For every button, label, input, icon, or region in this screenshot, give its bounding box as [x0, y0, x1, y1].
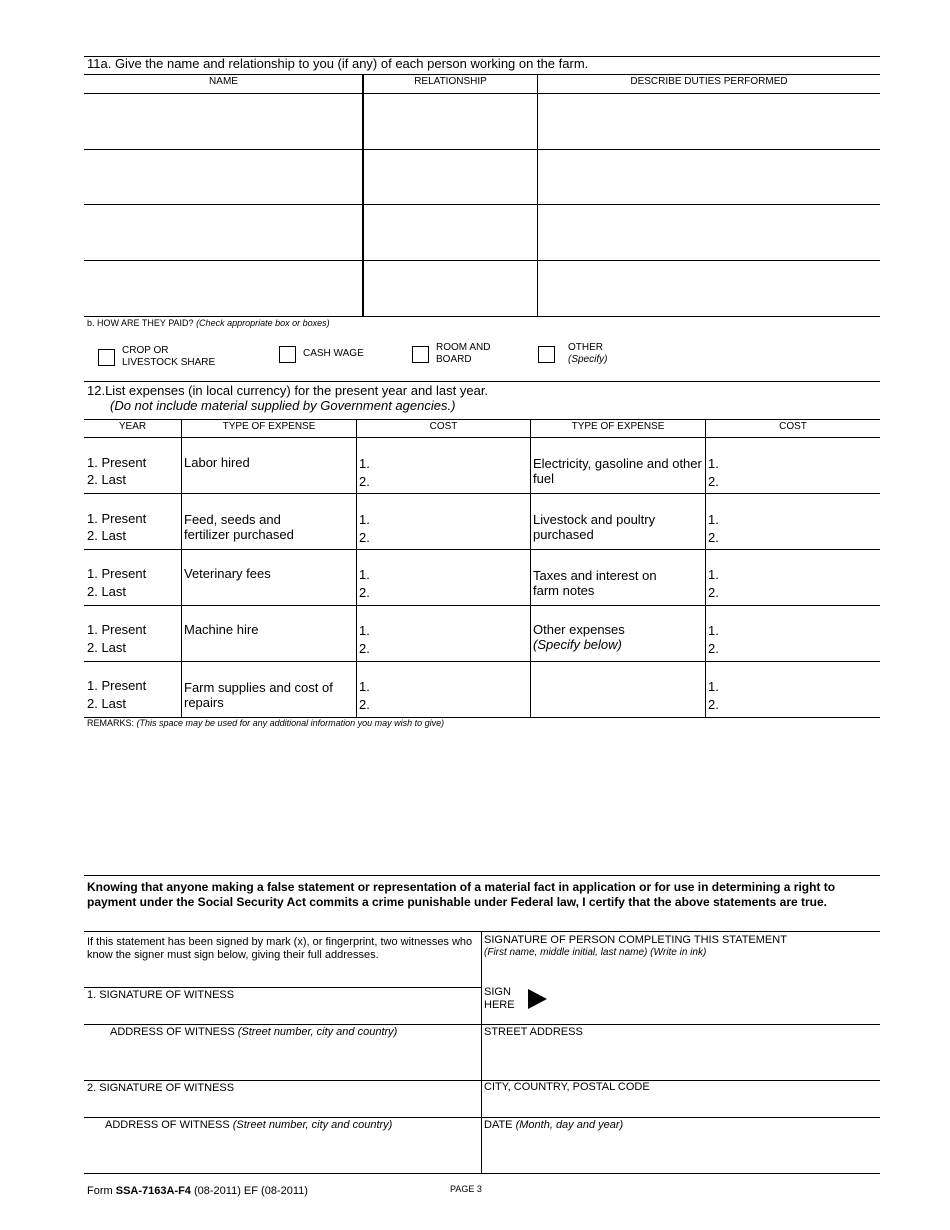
cost-last: 2.	[708, 474, 719, 489]
checkbox-crop-livestock-share[interactable]	[98, 349, 115, 366]
witness2-signature-label: 2. SIGNATURE OF WITNESS	[87, 1082, 235, 1094]
option-crop-label	[122, 345, 215, 369]
year-present: 1. Present	[87, 678, 147, 693]
option-cash-label: CASH WAGE	[303, 348, 364, 359]
q12-divider	[181, 419, 182, 717]
table-row-year	[87, 566, 179, 600]
remarks-title: REMARKS:	[87, 718, 135, 728]
remarks-field[interactable]	[84, 732, 880, 874]
year-last: 2. Last	[87, 528, 127, 543]
witness2-address-field[interactable]	[84, 1133, 481, 1173]
form-version: (08-2011) EF (08-2011)	[190, 1185, 308, 1197]
cost-last: 2.	[359, 474, 370, 489]
q11-row1-relationship-field[interactable]	[364, 94, 537, 149]
option-room-line1: ROOM AND	[436, 342, 491, 353]
cost-last: 2.	[359, 585, 370, 600]
form-id: SSA-7163A-F4	[115, 1185, 191, 1197]
witness2-address-title: ADDRESS OF WITNESS	[105, 1119, 230, 1131]
q12-col-cost1: COST	[429, 421, 458, 432]
q12-row-rule	[84, 493, 880, 494]
city-country-postal-label: CITY, COUNTRY, POSTAL CODE	[484, 1081, 650, 1093]
cost-present: 1.	[708, 567, 719, 582]
year-last: 2. Last	[87, 640, 127, 655]
sign-here-line2: HERE	[484, 999, 515, 1011]
q11-row3-duties-field[interactable]	[538, 205, 880, 260]
option-crop-line1: CROP OR	[122, 345, 169, 356]
cost-field-supplies[interactable]	[359, 679, 527, 713]
q12-divider	[705, 419, 706, 717]
q11-row3-relationship-field[interactable]	[364, 205, 537, 260]
table-row-year	[87, 455, 179, 488]
q11-row4-duties-field[interactable]	[538, 261, 880, 316]
expense-type-other-label: Other expenses	[533, 622, 625, 637]
cost-present: 1.	[708, 679, 719, 694]
form-bottom-rule	[84, 1173, 880, 1174]
certification-bottom-rule	[84, 931, 880, 932]
q12-header-bottom-rule	[84, 437, 880, 438]
street-address-field[interactable]	[482, 1040, 880, 1080]
cost-present: 1.	[708, 512, 719, 527]
expense-type-supplies: Farm supplies and cost of repairs	[184, 680, 333, 710]
sign-here-arrow-icon	[528, 989, 547, 1009]
cost-last: 2.	[708, 697, 719, 712]
q11-row1-name-field[interactable]	[84, 94, 362, 149]
form-number	[87, 1185, 308, 1198]
year-last: 2. Last	[87, 696, 127, 711]
witness-instructions: If this statement has been signed by mark (x), or fingerprint, two witnesses who know the signer must sign below, giving their full addresses.	[87, 936, 473, 961]
q11-row3-name-field[interactable]	[84, 205, 362, 260]
q11-row1-duties-field[interactable]	[538, 94, 880, 149]
year-present: 1. Present	[87, 622, 147, 637]
q11-col-name: NAME	[209, 76, 238, 87]
year-last: 2. Last	[87, 472, 127, 487]
q12-col-type1: TYPE OF EXPENSE	[222, 421, 316, 432]
cost-field-taxes[interactable]	[708, 567, 876, 601]
cost-present: 1.	[708, 623, 719, 638]
witness1-address-field[interactable]	[84, 1040, 481, 1080]
cost-field-livestock[interactable]	[708, 512, 876, 546]
q11b-question: b. HOW ARE THEY PAID?	[87, 318, 194, 328]
signature-field[interactable]	[555, 962, 880, 1024]
signature-title: SIGNATURE OF PERSON COMPLETING THIS STATEMENT	[484, 934, 787, 946]
witness2-signature-field[interactable]	[84, 1096, 481, 1117]
witness1-address-title: ADDRESS OF WITNESS	[110, 1026, 235, 1038]
cost-present: 1.	[359, 456, 370, 471]
witness-rule	[84, 1080, 481, 1081]
date-hint: (Month, day and year)	[515, 1119, 624, 1131]
certification-top-rule	[84, 875, 880, 876]
cost-field-veterinary[interactable]	[359, 567, 527, 601]
q12-row-rule	[84, 661, 880, 662]
cost-present: 1.	[359, 567, 370, 582]
option-crop-line2: LIVESTOCK SHARE	[122, 357, 216, 368]
cost-field-electricity[interactable]	[708, 456, 876, 490]
q11-row4-name-field[interactable]	[84, 261, 362, 316]
cost-field-machine[interactable]	[359, 623, 527, 657]
city-country-postal-field[interactable]	[482, 1095, 880, 1117]
street-address-label: STREET ADDRESS	[484, 1026, 583, 1038]
cost-present: 1.	[359, 679, 370, 694]
signature-rule	[481, 1117, 880, 1118]
q12-top-rule	[84, 381, 880, 382]
option-other-line2: (Specify)	[568, 354, 608, 365]
table-row-year	[87, 622, 179, 656]
cost-present: 1.	[708, 456, 719, 471]
remarks-hint: (This space may be used for any additional information you may wish to give)	[136, 718, 445, 728]
cost-last: 2.	[708, 585, 719, 600]
table-row-year	[87, 511, 179, 544]
option-room-line2: BOARD	[436, 354, 472, 365]
q11-col-relationship: RELATIONSHIP	[414, 76, 487, 87]
q12-subtitle: (Do not include material supplied by Government agencies.)	[110, 398, 456, 413]
q11-title: 11a. Give the name and relationship to you (if any) of each person working on the farm.	[87, 56, 589, 71]
year-present: 1. Present	[87, 511, 147, 526]
cost-last: 2.	[708, 530, 719, 545]
checkbox-cash-wage[interactable]	[279, 346, 296, 363]
q12-header-top-rule	[84, 419, 880, 420]
q11-col-duties: DESCRIBE DUTIES PERFORMED	[630, 76, 788, 87]
q12-divider	[356, 419, 357, 717]
remarks-label	[87, 718, 444, 728]
cost-field-labor[interactable]	[359, 456, 527, 490]
cost-last: 2.	[708, 641, 719, 656]
year-last: 2. Last	[87, 584, 127, 599]
q11b-label	[87, 318, 330, 328]
page-number: PAGE 3	[450, 1184, 482, 1194]
q11-header-top-rule	[84, 74, 880, 75]
cost-last: 2.	[359, 530, 370, 545]
expense-type-machine: Machine hire	[184, 622, 259, 637]
witness1-signature-field[interactable]	[84, 1002, 481, 1024]
date-field[interactable]	[482, 1133, 880, 1173]
q11-row2-name-field[interactable]	[84, 150, 362, 204]
cost-present: 1.	[359, 623, 370, 638]
witness2-address-label	[105, 1119, 392, 1132]
cost-present: 1.	[359, 512, 370, 527]
witness1-address-label	[110, 1026, 397, 1039]
q11b-hint: (Check appropriate box or boxes)	[196, 318, 330, 328]
q12-col-type2: TYPE OF EXPENSE	[571, 421, 665, 432]
expense-type-feed: Feed, seeds and fertilizer purchased	[184, 512, 294, 542]
expense-type-veterinary: Veterinary fees	[184, 566, 271, 581]
certification-statement: Knowing that anyone making a false statement or representation of a material fact in application or for use in determining a right to payment under the Social Security Act commits a crime punishable under Federal law, I certify that the above statements are true.	[87, 880, 836, 909]
expense-type-other-note: (Specify below)	[533, 637, 622, 652]
expense-type-taxes: Taxes and interest on farm notes	[533, 568, 657, 598]
cost-field-other[interactable]	[708, 623, 876, 657]
cost-field-feed[interactable]	[359, 512, 527, 546]
form-prefix: Form	[87, 1185, 116, 1197]
witness1-address-hint: (Street number, city and country)	[237, 1026, 398, 1038]
q11-row2-duties-field[interactable]	[538, 150, 880, 204]
expense-type-other	[533, 622, 703, 652]
date-label	[484, 1119, 623, 1132]
q12-divider	[530, 419, 531, 717]
witness-rule	[84, 987, 482, 988]
sign-here-line1: SIGN	[484, 986, 511, 998]
q12-col-cost2: COST	[779, 421, 807, 432]
year-present: 1. Present	[87, 566, 147, 581]
expense-type-electricity: Electricity, gasoline and other fuel	[533, 456, 702, 486]
checkbox-other[interactable]	[538, 346, 555, 363]
signature-rule	[481, 1024, 880, 1025]
signature-hint: (First name, middle initial, last name) (Write in ink)	[484, 947, 707, 958]
q11-table-bottom-rule	[84, 316, 880, 317]
sign-here-label	[484, 986, 515, 1012]
date-title: DATE	[484, 1119, 513, 1131]
option-other-line1: OTHER	[568, 342, 603, 353]
cost-field-blank[interactable]	[708, 679, 876, 713]
table-row-year	[87, 678, 179, 712]
expense-type-labor: Labor hired	[184, 455, 250, 470]
q12-row-rule	[84, 549, 880, 550]
expense-type-livestock: Livestock and poultry purchased	[533, 512, 656, 542]
year-present: 1. Present	[87, 455, 147, 470]
witness-rule	[84, 1117, 481, 1118]
witness1-signature-label: 1. SIGNATURE OF WITNESS	[87, 989, 235, 1001]
q12-row-rule	[84, 605, 880, 606]
q12-title: 12.List expenses (in local currency) for the present year and last year.	[87, 383, 489, 398]
option-other-label	[568, 342, 607, 366]
option-room-label	[436, 342, 490, 366]
q11-row4-relationship-field[interactable]	[364, 261, 537, 316]
witness-rule	[84, 1024, 481, 1025]
checkbox-room-and-board[interactable]	[412, 346, 429, 363]
witness2-address-hint: (Street number, city and country)	[232, 1119, 393, 1131]
q12-col-year: YEAR	[118, 421, 147, 432]
q11-row2-relationship-field[interactable]	[364, 150, 537, 204]
cost-last: 2.	[359, 697, 370, 712]
cost-last: 2.	[359, 641, 370, 656]
